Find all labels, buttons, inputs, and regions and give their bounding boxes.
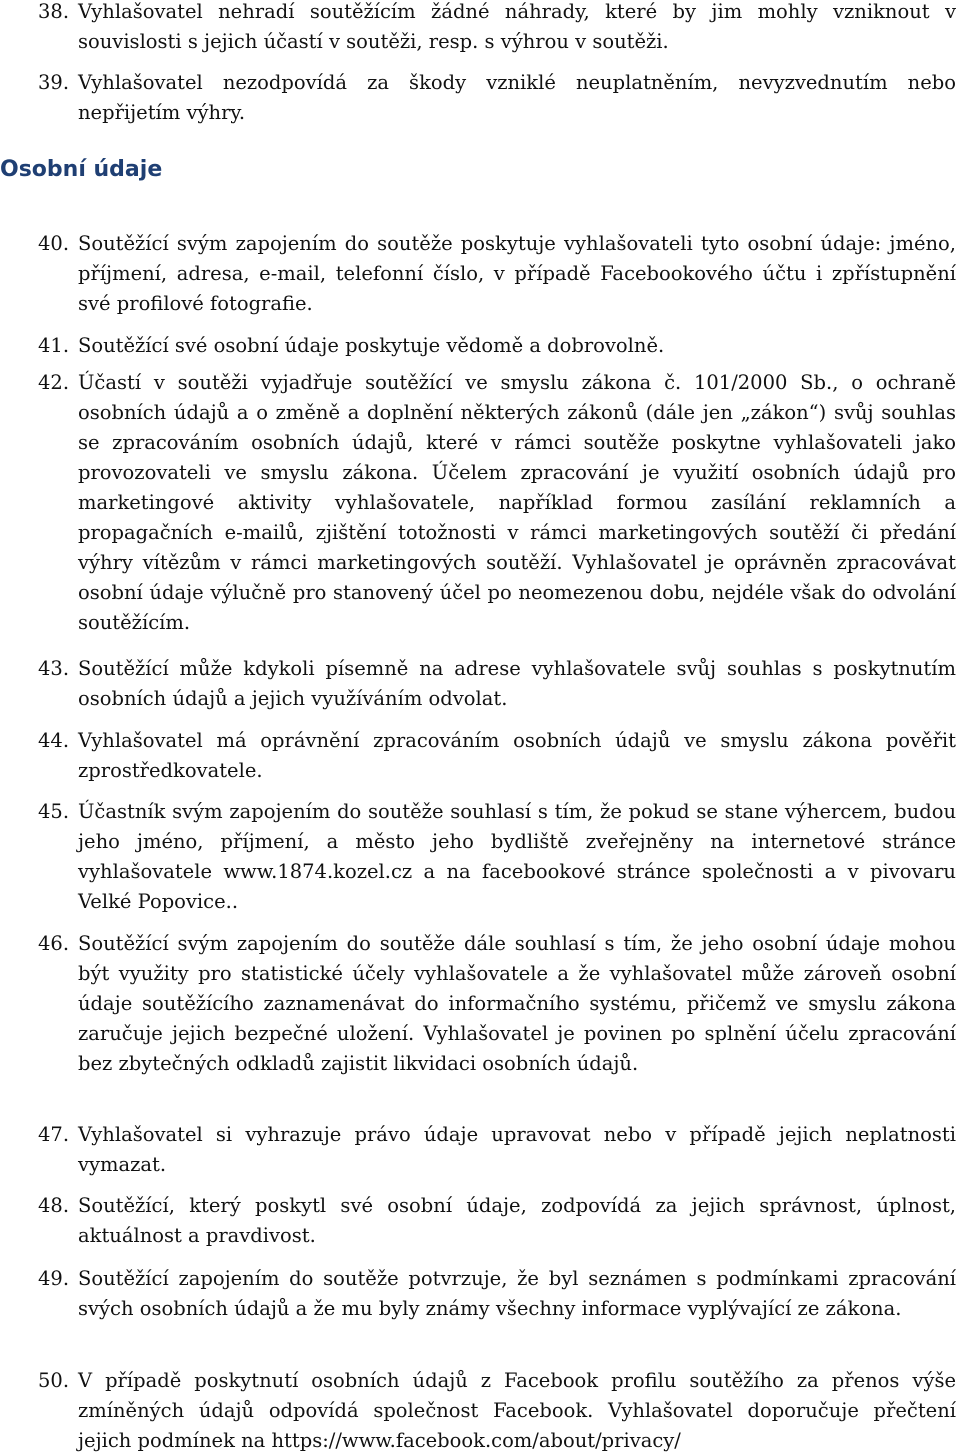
item-number: 45. — [38, 800, 70, 823]
item-text: Vyhlašovatel si vyhrazuje právo údaje upravovat nebo v případě jejich neplatnosti vymazat. — [78, 1123, 956, 1176]
item-text: Vyhlašovatel nezodpovídá za škody vzniklé neuplatněním, nevyzvednutím nebo nepřijetím výhry. — [78, 71, 956, 124]
item-text: Soutěžící zapojením do soutěže potvrzuje, že byl seznámen s podmínkami zpracování svých osobních údajů a že mu byly známy všechny informace vyplývající ze zákona. — [78, 1267, 956, 1320]
item-text: Vyhlašovatel má oprávnění zpracováním osobních údajů ve smyslu zákona pověřit zprostředkovatele. — [78, 729, 956, 782]
list-item-41 — [38, 331, 956, 361]
item-number: 40. — [38, 232, 70, 255]
item-text: Soutěžící může kdykoli písemně na adrese vyhlašovatele svůj souhlas s poskytnutím osobních údajů a jejich využíváním odvolat. — [78, 657, 956, 710]
item-number: 46. — [38, 932, 70, 955]
item-text: Účastí v soutěži vyjadřuje soutěžící ve smyslu zákona č. 101/2000 Sb., o ochraně osobních údajů a o změně a doplnění některých zákonů (dále jen „zákon“) svůj souhlas se zpracováním osobních údajů, které v rámci soutěže poskytne vyhlašovateli jako provozovateli ve smyslu zákona. Účelem zpracování je využití osobních údajů pro marketingové aktivity vyhlašovatele, například formou zasílání reklamních a propagačních e-mailů, zjištění totožnosti v rámci marketingových soutěží či předání výhry vítězům v rámci marketingových soutěží. Vyhlašovatel je oprávněn zpracovávat osobní údaje výlučně pro stanovený účel po neomezenou dobu, nejdéle však do odvolání soutěžícím. — [78, 371, 956, 634]
list-item-39 — [38, 68, 956, 128]
list-item-50 — [38, 1366, 956, 1456]
item-text: Účastník svým zapojením do soutěže souhlasí s tím, že pokud se stane výhercem, budou jeho jméno, příjmení, a město jeho bydliště zveřejněny na internetové stránce vyhlašovatele www.1874.kozel.cz a na facebookové stránce společnosti a v pivovaru Velké Popovice.. — [78, 800, 956, 913]
list-item-45 — [38, 797, 956, 917]
item-number: 50. — [38, 1369, 70, 1392]
item-text: Vyhlašovatel nehradí soutěžícím žádné náhrady, které by jim mohly vzniknout v souvislosti s jejich účastí v soutěži, resp. s výhrou v soutěži. — [78, 0, 956, 53]
list-item-40 — [38, 229, 956, 319]
item-number: 38. — [38, 0, 70, 23]
item-number: 44. — [38, 729, 70, 752]
item-number: 42. — [38, 371, 70, 394]
item-text: V případě poskytnutí osobních údajů z Facebook profilu soutěžího za přenos výše zmíněných údajů odpovídá společnost Facebook. Vyhlašovatel doporučuje přečtení jejich podmínek na https://www.facebook.com/about/privacy/ — [78, 1369, 956, 1452]
item-text: Soutěžící své osobní údaje poskytuje vědomě a dobrovolně. — [78, 334, 665, 357]
list-item-47 — [38, 1120, 956, 1180]
list-item-49 — [38, 1264, 956, 1324]
item-number: 43. — [38, 657, 70, 680]
item-number: 41. — [38, 334, 70, 357]
list-item-38 — [38, 0, 956, 57]
list-item-43 — [38, 654, 956, 714]
section-heading: Osobní údaje — [0, 157, 163, 182]
item-text: Soutěžící svým zapojením do soutěže poskytuje vyhlašovateli tyto osobní údaje: jméno, příjmení, adresa, e-mail, telefonní číslo, v případě Facebookového účtu i zpřístupnění své profilové fotografie. — [78, 232, 956, 315]
item-text: Soutěžící svým zapojením do soutěže dále souhlasí s tím, že jeho osobní údaje mohou být využity pro statistické účely vyhlašovatele a že vyhlašovatel může zároveň osobní údaje soutěžícího zaznamenávat do informačního systému, přičemž ve smyslu zákona zaručuje jejich bezpečné uložení. Vyhlašovatel je povinen po splnění účelu zpracování bez zbytečných odkladů zajistit likvidaci osobních údajů. — [78, 932, 956, 1075]
list-item-48 — [38, 1191, 956, 1251]
item-number: 47. — [38, 1123, 70, 1146]
item-text: Soutěžící, který poskytl své osobní údaje, zodpovídá za jejich správnost, úplnost, aktuálnost a pravdivost. — [78, 1194, 956, 1247]
item-number: 39. — [38, 71, 70, 94]
list-item-42 — [38, 368, 956, 638]
item-number: 48. — [38, 1194, 70, 1217]
item-number: 49. — [38, 1267, 70, 1290]
list-item-44 — [38, 726, 956, 786]
list-item-46 — [38, 929, 956, 1079]
